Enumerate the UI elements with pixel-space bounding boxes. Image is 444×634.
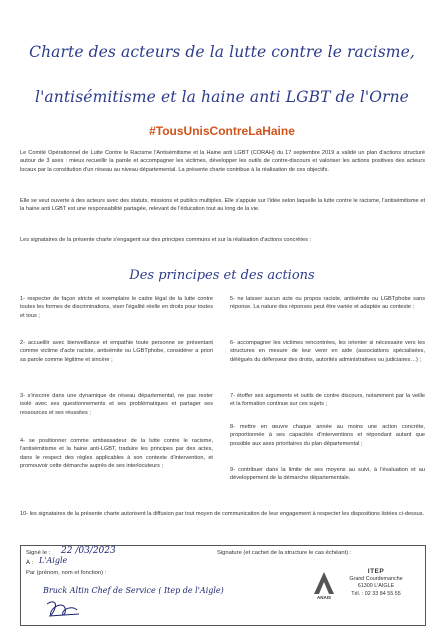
principle-item-2: 2- accueillir avec bienveillance et empathie toute personne se présentant comme victime d'acte raciste, antisémite ou LGBTphobe, considérer a priori sa parole comme légitime et sincère ; — [20, 340, 213, 363]
intro-paragraph-2: Elle se veut ouverte à des acteurs avec des statuts, missions et publics multiples. Elle s'appuie sur l'idée selon laquelle la lutte contre le racisme, l'antisémitisme et la haine anti LGBT est une responsabilité partagée, relevant de l'éducation tout au long de la vie. — [20, 198, 425, 213]
signature-box — [20, 545, 426, 626]
hashtag: #TousUnisContreLaHaine — [149, 124, 295, 138]
principle-item-1: 1- respecter de façon stricte et exemplaire le cadre légal de la lutte contre toutes les formes de discriminations, viser l'égalité réelle en droits pour toutes et tous ; — [20, 296, 213, 319]
section-title: Des principes et des actions — [129, 268, 315, 283]
principle-item-7: 7- étoffer ses arguments et outils de contre discours, notamment par la veille et la formation continue sur ces sujets ; — [230, 393, 425, 408]
stamp-address-line: Grand Courdemanche — [349, 575, 403, 582]
principle-item-9: 9- contribuer dans la limite de ses moyens au suivi, à l'évaluation et au développement de la démarche départementale. — [230, 467, 425, 482]
title-line-2: l'antisémitisme et la haine anti LGBT de l'Orne — [35, 88, 409, 106]
signed-date-label: Signé le : — [26, 550, 51, 556]
anais-logo — [311, 568, 337, 600]
handwritten-signature — [43, 598, 83, 622]
stamp-label: Signature (et cachet de la structure le cas échéant) : — [217, 550, 352, 556]
signer-label: Par (prénom, nom et fonction) : — [26, 570, 107, 576]
stamp-org: ITEP — [367, 568, 385, 575]
signed-place-label: À : — [26, 560, 34, 566]
signer-value: Bruck Altin Chef de Service ( Itep de l'Aigle) — [43, 586, 224, 595]
itep-stamp — [341, 568, 411, 598]
principle-item-3: 3- s'inscrire dans une dynamique de réseau départemental, ne pas rester isolé avec ses questionnements et ses problématiques et partager ses ressources et ses réussites ; — [20, 393, 213, 416]
principle-item-4: 4- se positionner comme ambassadeur de la lutte contre le racisme, l'antisémitisme et la haine anti-LGBT, traduire les principes par des actes, dans le respect des règles applicables à son contexte d'intervention, et promouvoir cette démarche auprès de ses interlocuteurs ; — [20, 438, 213, 469]
stamp-city: 61300 L'AIGLE — [357, 583, 395, 589]
principle-item-8: 8- mettre en œuvre chaque année au moins une action concrète, proportionnée à ses capacités d'interventions et répondant autant que possible aux axes prioritaires du plan départemental ; — [230, 424, 425, 447]
item-10: 10- les signataires de la présente charte autorisent la diffusion par tout moyen de communication de leur engagement à respecter les dispositions listées ci-dessus. — [20, 511, 425, 517]
intro-paragraph-1: Le Comité Opérationnel de Lutte Contre le Racisme l'Antisémitisme et la Haine anti LGBT (CORAH) du 17 septembre 2019 a validé un plan d'actions structuré autour de 3 axes : mieux recueillir la parole et accompagner les victimes, développer les outils de contre-discours et valoriser les actions positives des acteurs locaux par la constitution d'un réseau au niveau départemental. La présente charte contribue à la réalisation de ces objectifs. — [20, 150, 425, 173]
logo-text: ANAIS — [316, 595, 332, 600]
principle-item-5: 5- ne laisser aucun acte ou propos raciste, antisémite ou LGBTphobe sans réponse. La nature des réponses peut être variée et adaptée au contexte ; — [230, 296, 425, 311]
intro-paragraph-3: Les signataires de la présente charte s'engagent sur des principes communs et sur la réalisation d'actions concrètes : — [20, 237, 311, 243]
signed-place-value: L'Aigle — [39, 556, 68, 565]
stamp-phone: Tél. : 02 33 84 55 55 — [351, 590, 401, 597]
principle-item-6: 6- accompagner les victimes rencontrées, les orienter si nécessaire vers les structures en mesure de leur venir en aide (associations spécialisées, délégués du défenseur des droits, autorités administratives ou judiciaires…) ; — [230, 340, 425, 363]
signed-date-value: 22 /03/2023 — [61, 546, 116, 556]
title-line-1: Charte des acteurs de la lutte contre le racisme, — [29, 43, 415, 61]
